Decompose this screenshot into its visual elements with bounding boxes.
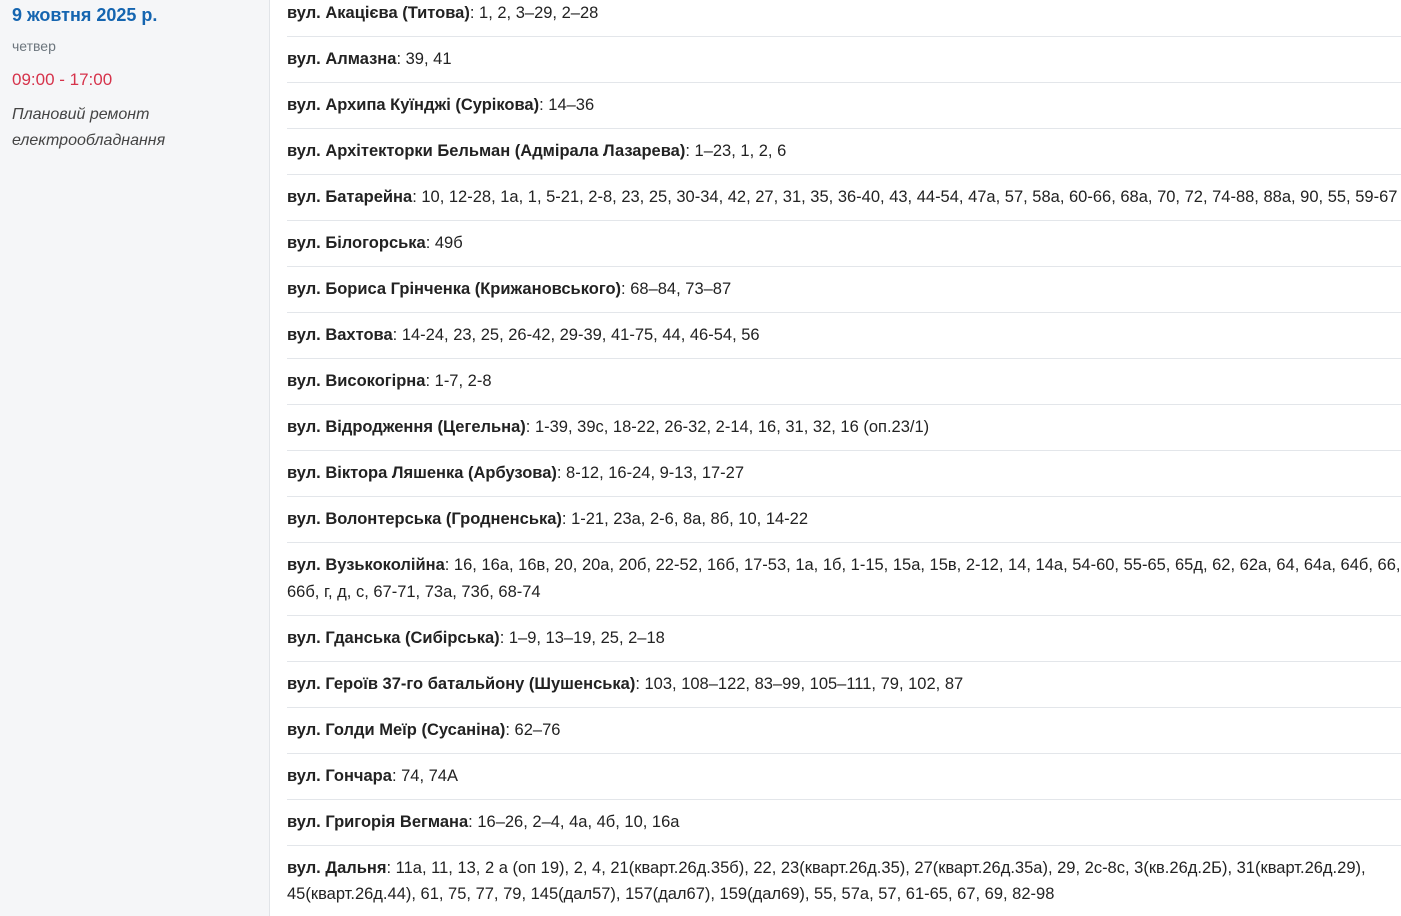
street-row — [287, 276, 1401, 313]
street-row — [287, 625, 1401, 662]
outage-time-range: 09:00 - 17:00 — [12, 70, 113, 89]
street-row — [287, 368, 1401, 405]
street-row — [287, 0, 1401, 37]
house-numbers: : 16, 16а, 16в, 20, 20а, 20б, 22-52, 16б, 17-53, 1а, 1б, 1-15, 15а, 15в, 2-12, 14, 14а, 54-60, 55-65, 65д, 62, 62а, 64, 64а, 64б, 66, 66б, г, д, с, 67-71, 73а, 73б, 68-74 — [287, 556, 1401, 601]
house-numbers: : 1–23, 1, 2, 6 — [685, 142, 787, 160]
house-numbers: : 1, 2, 3–29, 2–28 — [469, 4, 599, 22]
house-numbers: : 1–9, 13–19, 25, 2–18 — [499, 628, 665, 647]
street-name: вул. Віктора Ляшенка (Арбузова) — [287, 464, 557, 482]
street-name: вул. Бориса Грінченка (Крижановського) — [287, 280, 622, 298]
outage-date: 9 жовтня 2025 р. — [12, 5, 158, 25]
street-name: вул. Акацієва (Титова) — [287, 4, 470, 22]
street-row — [287, 92, 1401, 129]
street-name: вул. Волонтерська (Гродненська) — [287, 510, 562, 528]
house-numbers: : 8-12, 16-24, 9-13, 17-27 — [556, 464, 745, 482]
street-name: вул. Героїв 37-го батальйону (Шушенська) — [287, 674, 636, 693]
house-numbers: : 74, 74А — [391, 766, 458, 785]
schedule-info-panel — [0, 0, 270, 916]
street-name: вул. Вузькоколійна — [287, 556, 445, 574]
street-name: вул. Григорія Вегмана — [287, 812, 469, 831]
house-numbers: : 103, 108–122, 83–99, 105–111, 79, 102, 87 — [635, 674, 964, 693]
street-row — [287, 717, 1401, 754]
street-row — [287, 506, 1401, 543]
house-numbers: : 49б — [425, 234, 463, 252]
street-row — [287, 552, 1401, 616]
house-numbers: : 1-39, 39с, 18-22, 26-32, 2-14, 16, 31, 32, 16 (оп.23/1) — [525, 418, 930, 436]
street-row — [287, 46, 1401, 83]
street-row — [287, 809, 1401, 846]
street-name: вул. Архипа Куїнджі (Сурікова) — [287, 96, 540, 114]
house-numbers: : 1-7, 2-8 — [425, 372, 492, 390]
street-row — [287, 671, 1401, 708]
house-numbers: : 14–36 — [539, 96, 595, 114]
street-name: вул. Дальня — [287, 858, 387, 877]
house-numbers: : 62–76 — [505, 720, 561, 739]
street-list — [270, 0, 1401, 916]
street-name: вул. Відродження (Цегельна) — [287, 418, 526, 436]
house-numbers: : 10, 12-28, 1а, 1, 5-21, 2-8, 23, 25, 30-34, 42, 27, 31, 35, 36-40, 43, 44-54, 47а, 57, 58а, 60-66, 68а, 70, 72, 74-88, 88а, 90, 55, 59-67 — [412, 188, 1398, 206]
house-numbers: : 11а, 11, 13, 2 а (оп 19), 2, 4, 21(кварт.26д.35б), 22, 23(кварт.26д.35), 27(кварт.26д.35а), 29, 2с-8с, 3(кв.26д.2Б), 31(кварт.26д.29), 45(кварт.26д.44), 61, 75, 77, 79, 145(дал57), 157(дал67), 159(дал69), 55, 57а, 57, 61-65, 67, 69, 82-98 — [287, 858, 1366, 903]
street-name: вул. Білогорська — [287, 234, 426, 252]
house-numbers: : 39, 41 — [396, 50, 452, 68]
street-name: вул. Архітекторки Бельман (Адмірала Лазарева) — [287, 142, 686, 160]
street-row — [287, 322, 1401, 359]
street-row — [287, 184, 1401, 221]
street-name: вул. Алмазна — [287, 50, 397, 68]
outage-weekday: четвер — [12, 38, 56, 54]
house-numbers: : 68–84, 73–87 — [621, 280, 732, 298]
house-numbers: : 16–26, 2–4, 4а, 4б, 10, 16а — [468, 812, 680, 831]
street-row — [287, 414, 1401, 451]
street-row — [287, 138, 1401, 175]
street-name: вул. Вахтова — [287, 326, 393, 344]
house-numbers: : 14-24, 23, 25, 26-42, 29-39, 41-75, 44, 46-54, 56 — [392, 326, 760, 344]
street-row — [287, 230, 1401, 267]
street-name: вул. Гданська (Сибірська) — [287, 628, 500, 647]
street-name: вул. Голди Меїр (Сусаніна) — [287, 720, 506, 739]
street-name: вул. Високогірна — [287, 372, 426, 390]
street-name: вул. Батарейна — [287, 188, 413, 206]
street-row — [287, 855, 1401, 916]
house-numbers: : 1-21, 23а, 2-6, 8а, 8б, 10, 14-22 — [561, 510, 809, 528]
street-row — [287, 460, 1401, 497]
street-name: вул. Гончара — [287, 766, 392, 785]
street-row — [287, 763, 1401, 800]
outage-reason: Плановий ремонт електрообладнання — [12, 106, 166, 149]
